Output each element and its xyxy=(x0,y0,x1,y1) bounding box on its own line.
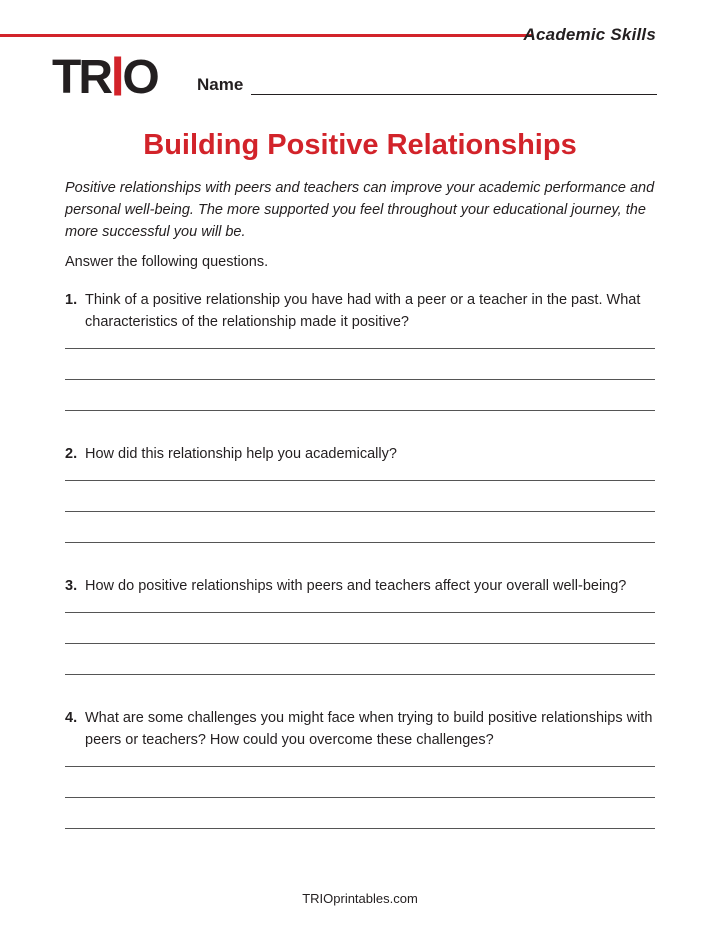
question-4-head xyxy=(65,707,655,751)
question-number: 1. xyxy=(65,292,78,308)
name-blank-line xyxy=(251,62,657,95)
answer-line xyxy=(65,644,655,675)
logo-text-o: O xyxy=(122,51,157,104)
question-3-answer-lines xyxy=(65,597,655,675)
header-red-rule xyxy=(0,34,533,37)
page-title: Building Positive Relationships xyxy=(143,129,577,161)
intro-paragraph: Positive relationships with peers and teachers can improve your academic performance and personal well-being. The more supported you feel throughout your educational journey, the more successful you will be. xyxy=(65,180,655,240)
answer-line xyxy=(65,465,655,481)
question-2-head xyxy=(65,443,655,465)
question-text: How did this relationship help you academically? xyxy=(85,446,397,462)
question-text: How do positive relationships with peers and teachers affect your overall well-being? xyxy=(85,578,627,594)
question-3 xyxy=(65,575,655,675)
question-4-answer-lines xyxy=(65,751,655,829)
question-text: What are some challenges you might face when trying to build positive relationships with peers or teachers? How could you overcome these challenges? xyxy=(85,710,653,748)
answer-line xyxy=(65,380,655,411)
logo-text-i: I xyxy=(110,46,122,109)
page-header xyxy=(0,0,720,118)
question-list xyxy=(65,289,655,829)
question-2 xyxy=(65,443,655,543)
answer-line xyxy=(65,767,655,798)
answer-line xyxy=(65,333,655,349)
question-3-head xyxy=(65,575,655,597)
question-4 xyxy=(65,707,655,829)
question-1 xyxy=(65,289,655,411)
question-number: 3. xyxy=(65,578,78,594)
name-label: Name xyxy=(197,75,244,95)
answer-line xyxy=(65,597,655,613)
answer-line xyxy=(65,751,655,767)
question-1-head xyxy=(65,289,655,333)
logo-text-tr: TR xyxy=(52,51,110,104)
footer-site-url: TRIOprintables.com xyxy=(302,891,418,906)
question-1-answer-lines xyxy=(65,333,655,411)
answer-line xyxy=(65,512,655,543)
question-number: 4. xyxy=(65,710,78,726)
trio-logo xyxy=(52,46,157,109)
answer-line xyxy=(65,613,655,644)
question-text: Think of a positive relationship you have had with a peer or a teacher in the past. What characteristics of the relationship made it positive? xyxy=(85,292,641,330)
worksheet-body xyxy=(0,118,720,891)
name-field xyxy=(197,62,657,95)
question-number: 2. xyxy=(65,446,78,462)
instructions-text: Answer the following questions. xyxy=(65,254,269,270)
answer-line xyxy=(65,481,655,512)
question-2-answer-lines xyxy=(65,465,655,543)
answer-line xyxy=(65,349,655,380)
answer-line xyxy=(65,798,655,829)
category-label: Academic Skills xyxy=(523,25,656,44)
